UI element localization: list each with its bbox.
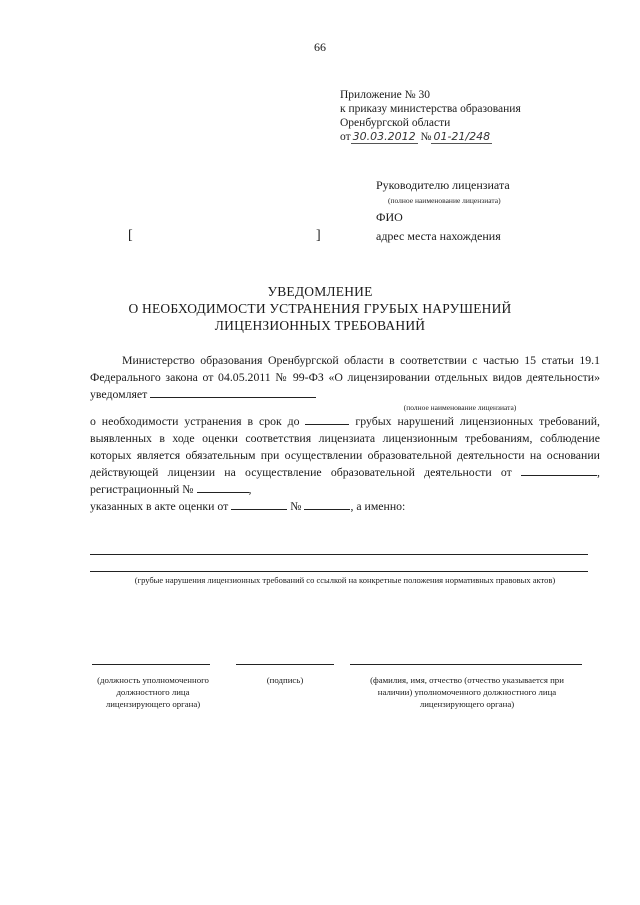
number-label: №	[420, 131, 432, 143]
recipient-address: адрес места нахождения	[376, 229, 501, 243]
recipient-block	[376, 178, 510, 244]
handwritten-number: 01-21/248	[433, 130, 491, 143]
violations-line-2	[90, 571, 588, 572]
title-line-2: О НЕОБХОДИМОСТИ УСТРАНЕНИЯ ГРУБЫХ НАРУШЕНИЙ	[128, 301, 512, 316]
paragraph-1	[90, 352, 600, 403]
signature-line	[236, 664, 334, 665]
paragraph-1-text: Министерство образования Оренбургской области в соответствии с частью 15 статьи 19.1 Федерального закона от 04.05.2011 № 99-ФЗ «О лицензировании отдельных видов деятельности» уведомляет	[90, 353, 600, 401]
registration-number-blank	[197, 481, 249, 493]
violations-note: (грубые нарушения лицензионных требований со ссылкой на конкретные положения нормативных правовых актов)	[134, 575, 556, 585]
violations-line-1	[90, 554, 588, 555]
license-date-blank	[521, 464, 597, 476]
licensee-hint: (полное наименование лицензиата)	[403, 403, 517, 412]
recipient-title: Руководителю лицензиата	[376, 178, 510, 192]
right-bracket: ]	[316, 228, 321, 243]
title-line-3: ЛИЦЕНЗИОННЫХ ТРЕБОВАНИЙ	[214, 318, 426, 333]
act-date-blank	[231, 498, 287, 510]
from-label: от	[340, 131, 351, 143]
full-name-line	[350, 664, 582, 665]
page-number: 66	[314, 40, 326, 54]
signature-caption: (подпись)	[266, 675, 304, 685]
notice-body	[90, 352, 600, 515]
document-title	[0, 283, 640, 334]
title-line-1: УВЕДОМЛЕНИЕ	[267, 284, 373, 299]
appendix-line-2: к приказу министерства образования	[340, 103, 521, 115]
appendix-header	[340, 88, 521, 144]
recipient-note: (полное наименование лицензиата)	[388, 196, 501, 205]
act-number-blank	[304, 498, 350, 510]
position-caption: (должность уполномоченного должностного лица лицензирующего органа)	[97, 675, 209, 709]
appendix-line-3: Оренбургской области	[340, 117, 451, 129]
recipient-fio: ФИО	[376, 210, 403, 224]
paragraph-3: указанных в акте оценки от № , а именно:	[90, 499, 406, 513]
deadline-blank	[305, 413, 349, 425]
appendix-line-1: Приложение № 30	[340, 89, 430, 101]
position-line	[92, 664, 210, 665]
left-bracket: [	[128, 228, 133, 243]
licensee-name-blank	[150, 386, 316, 398]
handwritten-date: 30.03.2012	[352, 130, 416, 143]
appendix-date-row	[340, 130, 521, 144]
full-name-caption: (фамилия, имя, отчество (отчество указывается при наличии) уполномоченного должностного лица лицензирующего органа)	[370, 675, 564, 709]
paragraph-2: о необходимости устранения в срок до грубых нарушений лицензионных требований, выявленных в ходе оценки соответствия лицензиата лицензионным требованиям, соблюдение которых является обязательным при осуществлении образовательной деятельности на основании действующей лицензии на осуществление образовательной деятельности от , регистрационный № ,	[90, 414, 601, 496]
